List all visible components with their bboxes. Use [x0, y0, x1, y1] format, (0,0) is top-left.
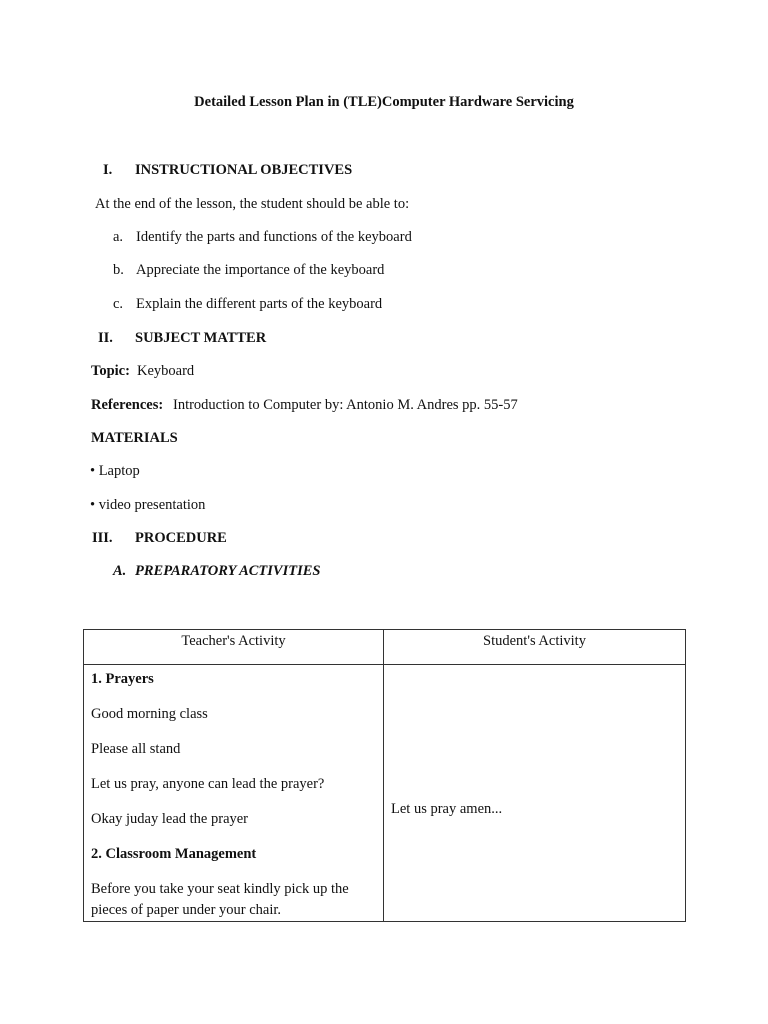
- student-activity-header: Student's Activity: [483, 633, 586, 649]
- teacher-line: Before you take your seat kindly pick up the pieces of paper under your chair.: [91, 881, 349, 919]
- materials-heading: MATERIALS: [91, 430, 178, 446]
- teacher-line: Please all stand: [91, 741, 181, 758]
- section-3-numeral: III.: [92, 530, 113, 546]
- objective-c-marker: c.: [113, 296, 124, 312]
- subsection-a-marker: A.: [113, 563, 127, 579]
- teacher-line: Good morning class: [91, 706, 208, 723]
- student-line: Let us pray amen...: [391, 801, 503, 817]
- topic-label: Topic:: [91, 363, 130, 379]
- material-item: • video presentation: [90, 497, 206, 513]
- references-value: Introduction to Computer by: Antonio M. Andres pp. 55-57: [173, 397, 518, 413]
- student-activity-cell: [384, 665, 686, 922]
- section-2-numeral: II.: [98, 330, 113, 346]
- section-3-heading: PROCEDURE: [135, 530, 227, 546]
- topic-value: Keyboard: [137, 363, 195, 379]
- references-label: References:: [91, 397, 164, 413]
- teacher-activity-cell: [84, 665, 384, 922]
- teacher-line: Let us pray, anyone can lead the prayer?: [91, 776, 325, 793]
- activities-table: [83, 629, 686, 922]
- objectives-intro: At the end of the lesson, the student should be able to:: [95, 196, 410, 212]
- document-title: Detailed Lesson Plan in (TLE)Computer Hardware Servicing: [194, 94, 574, 110]
- section-1-numeral: I.: [103, 162, 113, 178]
- section-1-heading: INSTRUCTIONAL OBJECTIVES: [135, 162, 353, 178]
- table-header-cell: [84, 630, 384, 665]
- objective-b-marker: b.: [113, 262, 124, 278]
- objective-a-text: Identify the parts and functions of the keyboard: [136, 229, 412, 245]
- teacher-line: 1. Prayers: [91, 671, 154, 687]
- objective-b-text: Appreciate the importance of the keyboard: [136, 262, 385, 278]
- section-2-heading: SUBJECT MATTER: [135, 330, 267, 346]
- subsection-a-heading: PREPARATORY ACTIVITIES: [135, 563, 321, 579]
- table-header-cell: [384, 630, 686, 665]
- teacher-line: 2. Classroom Management: [91, 846, 257, 863]
- objective-a-marker: a.: [113, 229, 124, 245]
- material-item: • Laptop: [90, 463, 140, 479]
- teacher-activity-header: Teacher's Activity: [181, 633, 286, 649]
- objective-c-text: Explain the different parts of the keyboard: [136, 296, 383, 312]
- table-header-row: [84, 630, 686, 665]
- table-row: [84, 665, 686, 922]
- teacher-line: Okay juday lead the prayer: [91, 811, 249, 828]
